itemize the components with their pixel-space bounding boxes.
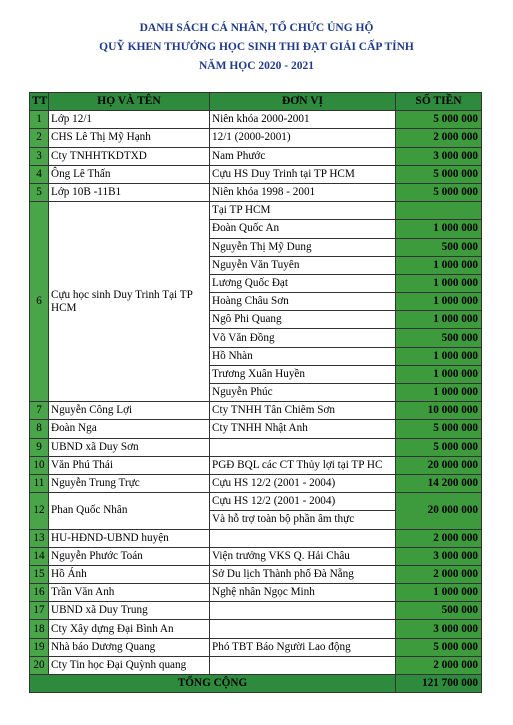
table-row: [30, 547, 482, 565]
row-number: 7: [30, 402, 49, 420]
donor-unit: Sở Du lịch Thành phố Đà Nẵng: [210, 565, 396, 583]
donation-amount: 2 000 000: [396, 565, 482, 583]
row-number: 15: [30, 565, 49, 583]
row-number: 11: [30, 474, 49, 492]
donation-amount: 1 000 000: [396, 584, 482, 602]
table-row: [30, 565, 482, 583]
row-number: 2: [30, 129, 49, 147]
table-row: [30, 620, 482, 638]
donor-unit: Phó TBT Báo Người Lao động: [210, 638, 396, 656]
donor-unit: Lương Quốc Đạt: [210, 274, 396, 292]
header-amount: SỐ TIỀN: [396, 93, 482, 111]
row-number: 9: [30, 438, 49, 456]
donor-unit: Nguyễn Văn Tuyên: [210, 256, 396, 274]
donation-amount: 2 000 000: [396, 529, 482, 547]
total-value: 121 700 000: [396, 675, 482, 693]
table-header-row: [30, 93, 482, 111]
donor-unit: Nguyễn Thị Mỹ Dung: [210, 238, 396, 256]
donor-name: Nhà báo Dương Quang: [49, 638, 210, 656]
donation-amount: 500 000: [396, 329, 482, 347]
row-number: 19: [30, 638, 49, 656]
donation-amount: 20 000 000: [396, 456, 482, 474]
donation-amount: 1 000 000: [396, 311, 482, 329]
donor-unit: Niên khóa 1998 - 2001: [210, 183, 396, 201]
title-line-2: QUỸ KHEN THƯỞNG HỌC SINH THI ĐẠT GIẢI CẤP TỈNH: [99, 41, 414, 53]
table-row: [30, 202, 482, 220]
donor-unit: Nam Phước: [210, 147, 396, 165]
donation-amount: 5 000 000: [396, 111, 482, 129]
title-line-3: NĂM HỌC 2020 - 2021: [199, 60, 314, 72]
header-unit: ĐƠN VỊ: [210, 93, 396, 111]
donor-unit: Nghệ nhân Ngọc Minh: [210, 584, 396, 602]
donation-amount: 1 000 000: [396, 293, 482, 311]
donor-name: UBND xã Duy Sơn: [49, 438, 210, 456]
donor-unit: Trương Xuân Huyền: [210, 365, 396, 383]
donor-unit: Cty TNHH Nhật Anh: [210, 420, 396, 438]
donor-unit: [210, 620, 396, 638]
donor-unit: Nguyễn Phúc: [210, 384, 396, 402]
table-row: [30, 656, 482, 674]
donor-unit: Niên khóa 2000-2001: [210, 111, 396, 129]
donation-amount: 14 200 000: [396, 474, 482, 492]
donation-amount: 20 000 000: [396, 493, 482, 529]
donation-amount: 5 000 000: [396, 165, 482, 183]
donor-unit: Cựu HS 12/2 (2001 - 2004): [210, 493, 396, 511]
table-row: [30, 602, 482, 620]
donor-name: Ông Lê Thấn: [49, 165, 210, 183]
donor-unit: Cty TNHH Tân Chiêm Sơn: [210, 402, 396, 420]
donation-amount: 5 000 000: [396, 438, 482, 456]
donation-amount: 500 000: [396, 602, 482, 620]
table-row: [30, 420, 482, 438]
donor-unit: Hồ Nhàn: [210, 347, 396, 365]
donor-name: Nguyễn Trung Trực: [49, 474, 210, 492]
donor-name: Phan Quốc Nhân: [49, 493, 210, 529]
donation-amount: 1 000 000: [396, 384, 482, 402]
table-row: [30, 438, 482, 456]
donor-unit: Và hỗ trợ toàn bộ phần âm thực: [210, 511, 396, 529]
donation-amount: 1 000 000: [396, 347, 482, 365]
header-tt: TT: [30, 93, 49, 111]
donor-unit: [210, 529, 396, 547]
donor-name: CHS Lê Thị Mỹ Hạnh: [49, 129, 210, 147]
title-line-1: DANH SÁCH CÁ NHÂN, TỔ CHỨC ỦNG HỘ: [139, 22, 374, 34]
row-number: 3: [30, 147, 49, 165]
table-body: [30, 111, 482, 675]
donor-unit: [210, 656, 396, 674]
table-row: [30, 493, 482, 511]
donation-amount: 1 000 000: [396, 274, 482, 292]
table-row: [30, 456, 482, 474]
total-label: TỔNG CỘNG: [30, 675, 396, 693]
row-number: 20: [30, 656, 49, 674]
row-number: 5: [30, 183, 49, 201]
row-number: 18: [30, 620, 49, 638]
donation-amount: 5 000 000: [396, 638, 482, 656]
table-row: [30, 129, 482, 147]
donor-name: Cty Tin học Đại Quỳnh quang: [49, 656, 210, 674]
table-row: [30, 474, 482, 492]
row-number: 6: [30, 202, 49, 402]
donation-amount: 1 000 000: [396, 365, 482, 383]
donor-unit: Viện trưởng VKS Q. Hải Châu: [210, 547, 396, 565]
donor-name: Hồ Ánh: [49, 565, 210, 583]
donor-unit: [210, 438, 396, 456]
donation-amount: 3 000 000: [396, 147, 482, 165]
donation-amount: 3 000 000: [396, 547, 482, 565]
donor-name: Nguyễn Công Lợi: [49, 402, 210, 420]
donor-name: Lớp 10B -11B1: [49, 183, 210, 201]
donation-amount: 5 000 000: [396, 183, 482, 201]
donor-unit: Cựu HS 12/2 (2001 - 2004): [210, 474, 396, 492]
row-number: 10: [30, 456, 49, 474]
table-row: [30, 183, 482, 201]
donation-amount: 2 000 000: [396, 656, 482, 674]
donation-amount: 10 000 000: [396, 402, 482, 420]
row-number: 17: [30, 602, 49, 620]
row-number: 16: [30, 584, 49, 602]
row-number: 1: [30, 111, 49, 129]
donor-name: Văn Phú Thái: [49, 456, 210, 474]
donor-unit: PGĐ BQL các CT Thủy lợi tại TP HC: [210, 456, 396, 474]
table-row: [30, 638, 482, 656]
donor-name: HU-HĐND-UBND huyện: [49, 529, 210, 547]
donation-amount: 500 000: [396, 238, 482, 256]
donor-name: UBND xã Duy Trung: [49, 602, 210, 620]
row-number: 13: [30, 529, 49, 547]
donation-amount: 5 000 000: [396, 420, 482, 438]
donor-unit: Đoàn Quốc An: [210, 220, 396, 238]
table-row: [30, 402, 482, 420]
row-number: 14: [30, 547, 49, 565]
donor-unit: Ngô Phi Quang: [210, 311, 396, 329]
donor-table: [29, 92, 482, 693]
donor-name: Đoàn Nga: [49, 420, 210, 438]
table-row: [30, 165, 482, 183]
donor-name: Cty Xây dựng Đại Bình An: [49, 620, 210, 638]
table-row: [30, 529, 482, 547]
donor-unit: Cựu HS Duy Trinh tại TP HCM: [210, 165, 396, 183]
total-row: [30, 675, 482, 693]
donor-unit: 12/1 (2000-2001): [210, 129, 396, 147]
row-number: 4: [30, 165, 49, 183]
donor-unit: Tại TP HCM: [210, 202, 396, 220]
donor-unit: Hoàng Châu Sơn: [210, 293, 396, 311]
donor-name: Trần Văn Anh: [49, 584, 210, 602]
row-number: 8: [30, 420, 49, 438]
donor-unit: Võ Văn Đồng: [210, 329, 396, 347]
donor-name: Cựu học sinh Duy Trinh Tại TP HCM: [49, 202, 210, 402]
header-name: HỌ VÀ TÊN: [49, 93, 210, 111]
donor-unit: [210, 602, 396, 620]
donor-name: Lớp 12/1: [49, 111, 210, 129]
donation-amount: 1 000 000: [396, 220, 482, 238]
table-row: [30, 147, 482, 165]
table-row: [30, 111, 482, 129]
row-number: 12: [30, 493, 49, 529]
donation-amount: 2 000 000: [396, 129, 482, 147]
table-row: [30, 584, 482, 602]
donation-amount: [396, 202, 482, 220]
donation-amount: 3 000 000: [396, 620, 482, 638]
donation-amount: 1 000 000: [396, 256, 482, 274]
donor-name: Cty TNHHTKDTXD: [49, 147, 210, 165]
donor-name: Nguyễn Phước Toán: [49, 547, 210, 565]
